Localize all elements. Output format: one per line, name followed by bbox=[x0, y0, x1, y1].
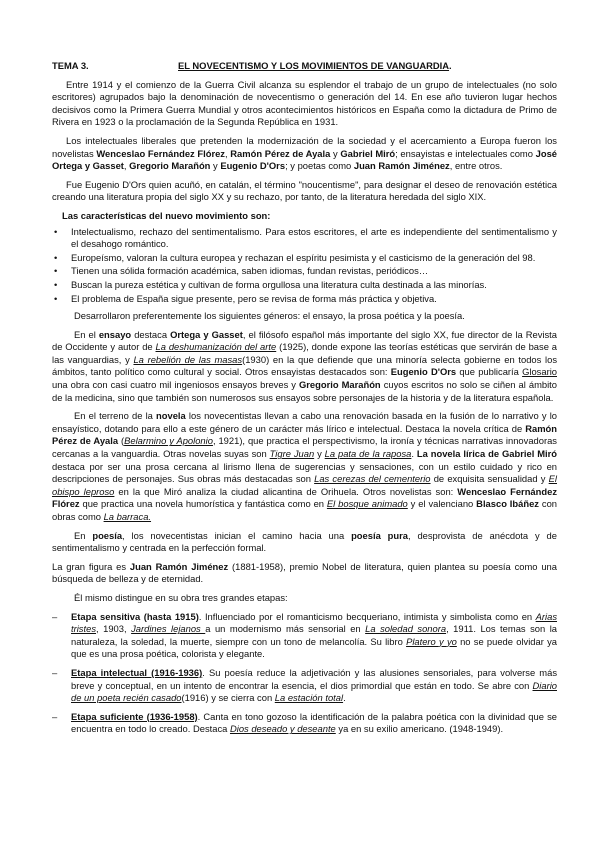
paragraph-stages-intro: Él mismo distingue en su obra tres grandes etapas: bbox=[74, 591, 288, 603]
text: (1925), donde expone las teorías estéticas que servirán de base a las vanguardias, y bbox=[52, 341, 558, 365]
text: los novecentistas llevan a cabo una renovación basada en la fusión de lo narrativo y lo ensayístico, dotando para ello a este género de un carácter más lírico e intelectual. Destaca la novela crítica de bbox=[52, 410, 557, 434]
author-name: Eugenio D'Ors bbox=[220, 160, 286, 172]
text: ; y poetas como bbox=[285, 160, 354, 172]
paragraph-novel bbox=[52, 410, 557, 523]
text: (1916) y se cierra con bbox=[181, 692, 275, 704]
text: ( bbox=[118, 435, 125, 447]
document-page bbox=[52, 60, 557, 742]
text: en la que Miró analiza la ciudad alicantina de Orihuela. Otros novelistas son: bbox=[114, 485, 458, 497]
stage-name: Etapa intelectual (1916-1936) bbox=[71, 666, 203, 678]
paragraph-authors bbox=[52, 135, 557, 173]
genre-name: novela bbox=[156, 410, 186, 422]
work-title: Tigre Juan bbox=[269, 448, 315, 460]
text: ya en su exilio americano. (1948-1949). bbox=[335, 723, 504, 735]
genre-name: ensayo bbox=[98, 328, 132, 340]
paragraph-noucentisme: Fue Eugenio D'Ors quien acuñó, en catalán, el término "noucentisme", para designar el deseo de renovación estética creando una literatura propia del siglo XX y su rechazo, por tanto, de la literatura heredada del siglo XIX. bbox=[52, 178, 557, 203]
work-title: La deshumanización del arte bbox=[155, 341, 277, 353]
text: que publicaría bbox=[456, 366, 523, 378]
stage-intellectual bbox=[52, 667, 557, 705]
paragraph-essay bbox=[52, 329, 557, 405]
text: , el filósofo español más importante del siglo XX, fue director de la Revista de Occidente y autor de bbox=[52, 328, 557, 353]
text: , los novecentistas inician el camino hacia una bbox=[122, 529, 352, 541]
text: , 1903, bbox=[96, 623, 132, 635]
list-item: • Tienen una sólida formación académica, saben idiomas, fundan revistas, periódicos… bbox=[52, 265, 557, 278]
text: con obras como bbox=[52, 498, 557, 522]
stage-sufficient bbox=[52, 711, 557, 736]
work-title: Dios deseado y deseante bbox=[229, 723, 336, 735]
work-title: Jardines lejanos bbox=[131, 623, 206, 635]
list-item: • Europeísmo, valoran la cultura europea y rechazan el espíritu pesimista y el casticismo de la generación del 98. bbox=[52, 252, 557, 265]
work-title: Diario de un poeta recién casado bbox=[71, 679, 557, 704]
list-item: • Buscan la pureza estética y cultivan de forma orgullosa una literatura culta destinada a las minorías. bbox=[52, 279, 557, 292]
document-title-wrap: EL NOVECENTISMO Y LOS MOVIMIENTOS DE VANGUARDIA. bbox=[178, 60, 452, 71]
stage-name: Etapa suficiente (1936-1958) bbox=[71, 710, 198, 722]
dash-marker: – bbox=[52, 610, 58, 622]
document-header bbox=[52, 60, 557, 73]
text: . bbox=[411, 448, 417, 460]
concept-name: poesía pura bbox=[351, 529, 408, 541]
list-item: • El problema de España sigue presente, pero se revisa de forma más práctica y objetiva. bbox=[52, 293, 557, 306]
text: no se puede olvidar ya que es una prosa poética, colorista y elegante. bbox=[71, 635, 557, 660]
work-title: La barraca. bbox=[103, 511, 152, 522]
text: destaca por ser una prosa cercana al lirismo llena de sugerencias y sensaciones, con un estilo cuidado y rico en descripciones de personajes. Sus obras más destacadas son bbox=[52, 460, 557, 485]
text: una obra con casi cuatro mil ingeniosos ensayos breves y bbox=[52, 379, 299, 391]
work-title: La rebelión de las masas bbox=[133, 353, 243, 365]
text: La gran figura es bbox=[52, 560, 130, 572]
characteristics-list bbox=[52, 226, 557, 306]
text: y bbox=[330, 147, 341, 159]
author-name: La novela lírica de Gabriel Miró bbox=[416, 448, 557, 460]
author-name: Ramón Pérez de Ayala bbox=[52, 422, 557, 447]
work-title: La pata de la raposa bbox=[324, 448, 412, 460]
author-name: Ortega y Gasset bbox=[170, 328, 243, 340]
author-name: Blasco Ibáñez bbox=[476, 498, 539, 510]
text: y bbox=[210, 160, 221, 172]
text: (1881-1958), premio Nobel de literatura, quien plantea su poesía como una búsqueda de belleza y de eternidad. bbox=[52, 560, 557, 585]
text: . Canta en tono gozoso la identificación de la palabra poética con la divinidad que se encuentra en todo lo creado. Destaca bbox=[71, 710, 557, 735]
text: que practica una novela humorística y fantástica como en bbox=[79, 498, 327, 510]
list-item: • Intelectualismo, rechazo del sentimentalismo. Para estos escritores, el arte es independiente del sentimentalismo y el desahogo romántico. bbox=[52, 226, 557, 251]
text: de exquisita sensualidad y bbox=[430, 473, 549, 485]
text: . Su poesía reduce la adjetivación y las alusiones sensoriales, para volverse más breve y conceptual, en un intento de encontrar la esencia, el dios primordial que están en todo. Se abre con bbox=[71, 666, 558, 691]
stage-sensitive bbox=[52, 611, 557, 661]
dash-marker: – bbox=[52, 710, 58, 722]
document-title: EL NOVECENTISMO Y LOS MOVIMIENTOS DE VANGUARDIA bbox=[178, 60, 450, 71]
author-name: Ramón Pérez de Ayala bbox=[230, 147, 331, 159]
text: y el valenciano bbox=[407, 498, 477, 510]
text: . bbox=[343, 692, 346, 704]
author-name: Juan Ramón Jiménez bbox=[353, 160, 450, 172]
text: . Influenciado por el romanticismo becqueriano, intimista y simbolista como en bbox=[198, 610, 536, 622]
dash-marker: – bbox=[52, 666, 58, 678]
text: , bbox=[225, 147, 231, 159]
work-title: El obispo leproso bbox=[52, 473, 557, 497]
genre-name: poesía bbox=[92, 529, 123, 541]
work-title: El bosque animado bbox=[326, 498, 408, 510]
author-name: José Ortega y Gasset bbox=[52, 147, 557, 172]
author-name: Eugenio D'Ors bbox=[390, 366, 457, 378]
author-name: Gregorio Marañón bbox=[298, 379, 381, 391]
text: a un modernismo más sensorial en bbox=[205, 623, 366, 635]
paragraph-poetry bbox=[52, 530, 557, 555]
text: En bbox=[74, 529, 93, 541]
text: y bbox=[314, 448, 325, 460]
stage-name: Etapa sensitiva (hasta 1915) bbox=[71, 610, 199, 622]
paragraph-jrj bbox=[52, 561, 557, 586]
text: En el terreno de la bbox=[74, 410, 157, 422]
author-name: Gabriel Miró bbox=[340, 147, 396, 159]
tema-number: TEMA 3. bbox=[52, 60, 89, 71]
paragraph-genres: Desarrollaron preferentemente los siguientes géneros: el ensayo, la prosa poética y la poesía. bbox=[74, 310, 465, 322]
text: , desprovista de anécdota y de sentimentalismo y centrada en la perfección formal. bbox=[52, 529, 557, 554]
text: destaca bbox=[131, 328, 171, 340]
text: ; ensayistas e intelectuales como bbox=[395, 147, 536, 159]
work-title: La estación total bbox=[274, 692, 344, 704]
work-title: Belarmino y Apolonio bbox=[124, 435, 213, 447]
work-title: Arias tristes bbox=[71, 610, 558, 635]
work-title: La soledad sonora bbox=[365, 623, 447, 635]
text: (1930) en la que defiende que una minoría selecta gobierne en todos los ámbitos, tanto político como cultural y social. Otros ensayistas destacados son: bbox=[52, 353, 558, 378]
paragraph-intro: Entre 1914 y el comienzo de la Guerra Civil alcanza su esplendor el trabajo de un grupo de intelectuales (no solo escritores) agrupados bajo la denominación de novecentismo o generación del 14. En ese año tuvieron lugar hechos decisivos como la Primera Guerra Mundial y otros acontecimientos históricos en España como la dictadura de Primo de Rivera en 1923 o la proclamación de la Segunda República en 1931. bbox=[52, 78, 557, 128]
characteristics-heading: Las características del nuevo movimiento son: bbox=[62, 209, 271, 221]
work-title: Platero y yo bbox=[406, 635, 457, 647]
author-name: Wenceslao Fernández Flórez bbox=[96, 147, 225, 159]
text: cuyos escritos no solo se ciñen al ámbito de la medicina, sino que también son numerosos sus ensayos sobre personajes de la historia y de la literatura española. bbox=[52, 379, 557, 403]
text: , 1921), que practica el perspectivismo, la ironía y técnicas narrativas innovadoras cercanas a la vanguardia. Otras novelas suyas son bbox=[52, 435, 557, 460]
text: , entre otros. bbox=[449, 160, 503, 172]
author-name: Juan Ramón Jiménez bbox=[129, 560, 229, 572]
work-title: Glosario bbox=[522, 366, 557, 378]
author-name: Gregorio Marañón bbox=[129, 160, 211, 172]
author-name: Wenceslao Fernández Flórez bbox=[52, 485, 558, 510]
text: Los intelectuales liberales que pretenden la modernización de la sociedad y el acercamiento a Europa fueron los novelistas bbox=[52, 134, 557, 159]
text: , 1911. Los temas son la naturaleza, la soledad, la muerte, siempre con un tono de melancolía. Su libro bbox=[71, 623, 558, 647]
text: En el bbox=[74, 328, 99, 340]
work-title: Las cerezas del cementerio bbox=[314, 473, 431, 485]
text: , bbox=[123, 160, 130, 172]
